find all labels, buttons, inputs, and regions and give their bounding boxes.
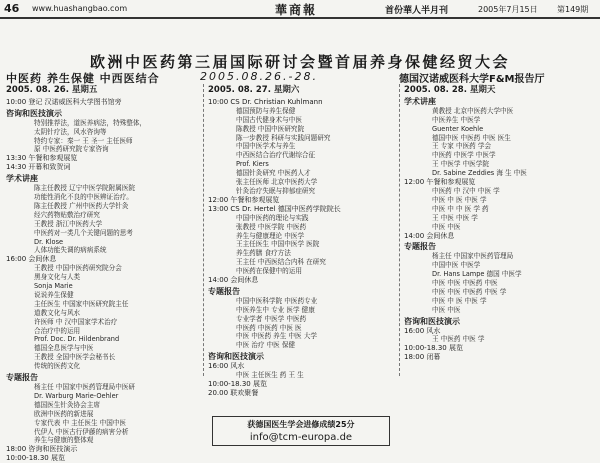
section-heading: 专题报告: [404, 242, 436, 252]
issue-number: 第149期: [557, 5, 589, 14]
schedule-detail: 中医养生 中医学: [432, 115, 481, 124]
schedule-detail: 张教授 中医学院 中医药: [236, 222, 307, 231]
schedule-detail: 合治疗中的运用: [34, 326, 81, 335]
schedule-detail: 王 中医 中医 学: [432, 213, 478, 222]
schedule-list: [208, 98, 398, 398]
schedule-detail: 德国预防与养生保健: [236, 106, 296, 115]
schedule-list: [404, 98, 594, 362]
schedule-entry: 18:00 咨询和医技演示: [6, 445, 78, 454]
schedule-detail: 中国中医 中医学: [432, 261, 481, 270]
schedule-detail: 专家代表 中 主任医生 中国中医: [34, 418, 127, 427]
schedule-detail: 德国全息医学与中医: [34, 344, 94, 353]
schedule-entry: 18:00 闭幕: [404, 353, 441, 362]
schedule-detail: 陈教授 中国中医研究院: [236, 124, 305, 133]
subtitle-venue: 德国汉诺威医科大学F&M报告厅: [399, 74, 545, 85]
conference-title: 欧洲中医药第三届国际研讨会暨首届养身保健经贸大会: [89, 53, 510, 71]
schedule-entry: 16:00 风水: [404, 326, 441, 335]
schedule-entry: 13:30 午餐和参观展览: [6, 154, 78, 163]
schedule-entry: 13:00 CS Dr. Hertel 德国中医药学院院长: [208, 204, 341, 213]
schedule-detail: 功能性消化不良的中医辨证治疗。: [34, 192, 133, 201]
schedule-detail: 中医 中 医 中医 学: [432, 195, 487, 204]
schedule-detail: 原 中医药研究院专家咨询: [34, 145, 109, 154]
schedule-detail: Guenter Koehle: [432, 124, 484, 133]
schedule-detail: 中国中医科学院 中医药专业: [236, 296, 318, 305]
schedule-entry: 10:00 CS Dr. Christian Kuhlmann: [208, 97, 323, 106]
schedule-entry: 12:00 午餐和参观展览: [404, 178, 476, 187]
schedule-detail: 王主任医生 中国中医学 医院: [236, 240, 320, 249]
masthead: [0, 0, 600, 19]
subtitle-topics: 中医药 养生保健 中西医结合: [6, 72, 160, 85]
schedule-detail: 黑身文化与人类: [34, 273, 81, 282]
schedule-detail: Dr. Klose: [34, 237, 64, 246]
schedule-detail: 说说养生保健: [34, 290, 74, 299]
section-heading: 咨询和医技演示: [6, 108, 62, 118]
section-heading: 专题报告: [6, 373, 38, 383]
schedule-detail: 中国古代健身术与中医: [236, 115, 302, 124]
schedule-entry: 16:00 会间休息: [6, 255, 57, 264]
schedule-detail: 德国针灸研究 中医药人才: [236, 169, 311, 178]
day-heading: 2005. 08. 28. 星期天: [404, 85, 496, 95]
subtitle-dates: 2005.08.26.-28.: [200, 70, 318, 83]
schedule-entry: 10:00-18.30 展览: [6, 454, 65, 463]
schedule-detail: 王教授 全国中医学会秘书长: [34, 353, 116, 362]
schedule-entry: 10:00 登记 汉诺威医科大学图书馆旁: [6, 97, 122, 106]
schedule-detail: 中医药 中 汉中 中医 学: [432, 186, 500, 195]
schedule-detail: 太阴针疗法，风水咨询等: [34, 127, 107, 136]
schedule-entry: 10:00-18.30 展览: [404, 344, 463, 353]
schedule-detail: 王 中医药 中医 学: [432, 335, 485, 344]
schedule-entry: 12:00 午餐和参观展览: [208, 195, 280, 204]
day-column-saturday: [208, 86, 398, 398]
day-heading: 2005. 08. 27. 星期六: [208, 85, 300, 95]
schedule-detail: 王主任 中西医结合内科 在研究: [236, 258, 326, 267]
schedule-detail: 陈主任教授 广州中医药大学针灸: [34, 201, 129, 210]
schedule-detail: 中医 中医 中医药 中医 学: [432, 287, 507, 296]
schedule-detail: 张主任医师 北京中医药大学: [236, 178, 318, 187]
schedule-detail: 针灸治疗失眠与抑郁症研究: [236, 186, 316, 195]
schedule-detail: 中医药对一类几个关键问题的思考: [34, 228, 133, 237]
schedule-detail: 传统的医药文化: [34, 362, 81, 371]
contact-email: info@tcm-europa.de: [249, 432, 353, 443]
edition-label: 首份華人半月刊: [385, 6, 449, 16]
site-url: www.huashangbao.com: [32, 4, 128, 13]
schedule-detail: 杨主任 中国家中医药管理局中医研: [34, 383, 136, 391]
schedule-detail: 代伊人 中医古行伊藤的病害分析: [34, 427, 129, 436]
schedule-detail: 特别推荐法，道医养病法，特殊整体，: [34, 118, 147, 127]
schedule-detail: Prof. Kiers: [236, 160, 269, 169]
schedule-detail: 养生与健康理论 中医学: [236, 231, 305, 240]
schedule-detail: 中医 中医药 养生 中医 大学: [236, 332, 317, 341]
schedule-detail: Dr. Hans Lampe 德国 中医学: [432, 270, 522, 279]
schedule-entry: 14:30 开幕和致贺词: [6, 163, 71, 172]
schedule-entry: 10:00-18.30 展览: [208, 380, 267, 388]
schedule-detail: 王教授 浙江中医药大学: [34, 219, 103, 228]
section-heading: 咨询和医技演示: [404, 316, 460, 326]
schedule-detail: 中医 治疗 中医 保健: [236, 341, 296, 350]
schedule-detail: 德国医生针灸协会主席: [34, 400, 100, 409]
schedule-detail: 养生药膳 食疗方法: [236, 249, 291, 258]
schedule-detail: 道教文化与风水: [34, 308, 81, 317]
schedule-detail: 中医药 中医药 中医 医: [236, 323, 302, 332]
schedule-detail: 中西医结合治疗代谢综合征: [236, 151, 316, 160]
schedule-detail: 中医 中 中 医 学 药: [432, 204, 489, 213]
schedule-detail: 中医药在保健中的运用: [236, 267, 302, 276]
column-divider: [203, 84, 204, 376]
day-column-sunday: [404, 86, 594, 362]
schedule-detail: 王 专家 中医药 学会: [432, 142, 492, 151]
schedule-detail: 许医师 中 汉中国家学术治疗: [34, 317, 118, 326]
schedule-detail: 中医 中医: [432, 222, 461, 231]
schedule-entry: 20.00 联欢聚餐: [208, 388, 259, 397]
schedule-detail: Sonja Marie: [34, 282, 73, 291]
schedule-detail: 主任医生 中国家中医研究院主任: [34, 299, 129, 308]
schedule-detail: 王教授 中国中医药研究院分会: [34, 264, 122, 273]
schedule-detail: 中医 中医 中医药 中医: [432, 279, 498, 288]
schedule-detail: Dr. Warburg Marie-Oehler: [34, 391, 119, 400]
schedule-detail: 陈主任教授 辽宁中医学院附属医院: [34, 184, 136, 193]
issue-date: 2005年7月15日: [478, 5, 538, 14]
schedule-detail: 中国中医学术与养生: [236, 142, 296, 151]
schedule-detail: 中医 主任医生 药 王 生: [236, 371, 304, 380]
section-heading: 咨询和医技演示: [208, 352, 264, 362]
schedule-detail: 德国中医 中医药 中医 医生: [432, 133, 511, 142]
schedule-detail: 王 中医学 中医学院: [432, 160, 489, 169]
schedule-detail: 中医养生中 专业 医学 健康: [236, 305, 315, 314]
credit-notice: 获德国医生学会进修成绩25分: [247, 420, 355, 429]
column-divider: [399, 84, 400, 376]
paper-name: 華商報: [275, 3, 318, 17]
schedule-detail: 中医 中医: [432, 305, 461, 314]
footer-box: [212, 416, 390, 446]
schedule-detail: 专业学者 中医学 中医药: [236, 314, 307, 323]
schedule-detail: 人体功能失调的病病系统: [34, 246, 107, 255]
day-heading: 2005. 08. 26. 星期五: [6, 85, 98, 95]
schedule-detail: Prof. Doc. Dr. Hildenbrand: [34, 335, 120, 344]
schedule-detail: 欧洲中医药的新进展: [34, 409, 94, 418]
schedule-detail: Dr. Sabine Zeddies 海 生 中医: [432, 169, 527, 178]
section-heading: 学术讲座: [404, 96, 436, 106]
schedule-detail: 中国中医药的理论与实践: [236, 213, 309, 222]
schedule-detail: 经穴药物贴敷治疗研究: [34, 210, 100, 219]
schedule-detail: 养生与健康的整体观: [34, 436, 94, 445]
schedule-detail: 中医 中 医 中医 学: [432, 296, 487, 305]
day-column-friday: [6, 86, 196, 463]
section-heading: 专题报告: [208, 286, 240, 296]
schedule-entry: 14:00 会间休息: [404, 231, 455, 240]
schedule-detail: 黄教授 北京中医药大学中医: [432, 106, 514, 115]
schedule-detail: 陈一步教授 科研与实践问题研究: [236, 133, 331, 142]
schedule-list: [6, 98, 196, 463]
schedule-detail: 中医药 中医学 中医学: [432, 151, 496, 160]
page-number: 46: [4, 2, 20, 15]
schedule-entry: 16:00 风水: [208, 362, 245, 371]
schedule-detail: 杨主任 中国家中医药管理局: [432, 252, 514, 261]
schedule-entry: 14:00 会间休息: [208, 276, 259, 285]
section-heading: 学术讲座: [6, 174, 38, 184]
schedule-detail: 特约专家：秦一 王 圣一 主任医师: [34, 136, 133, 145]
